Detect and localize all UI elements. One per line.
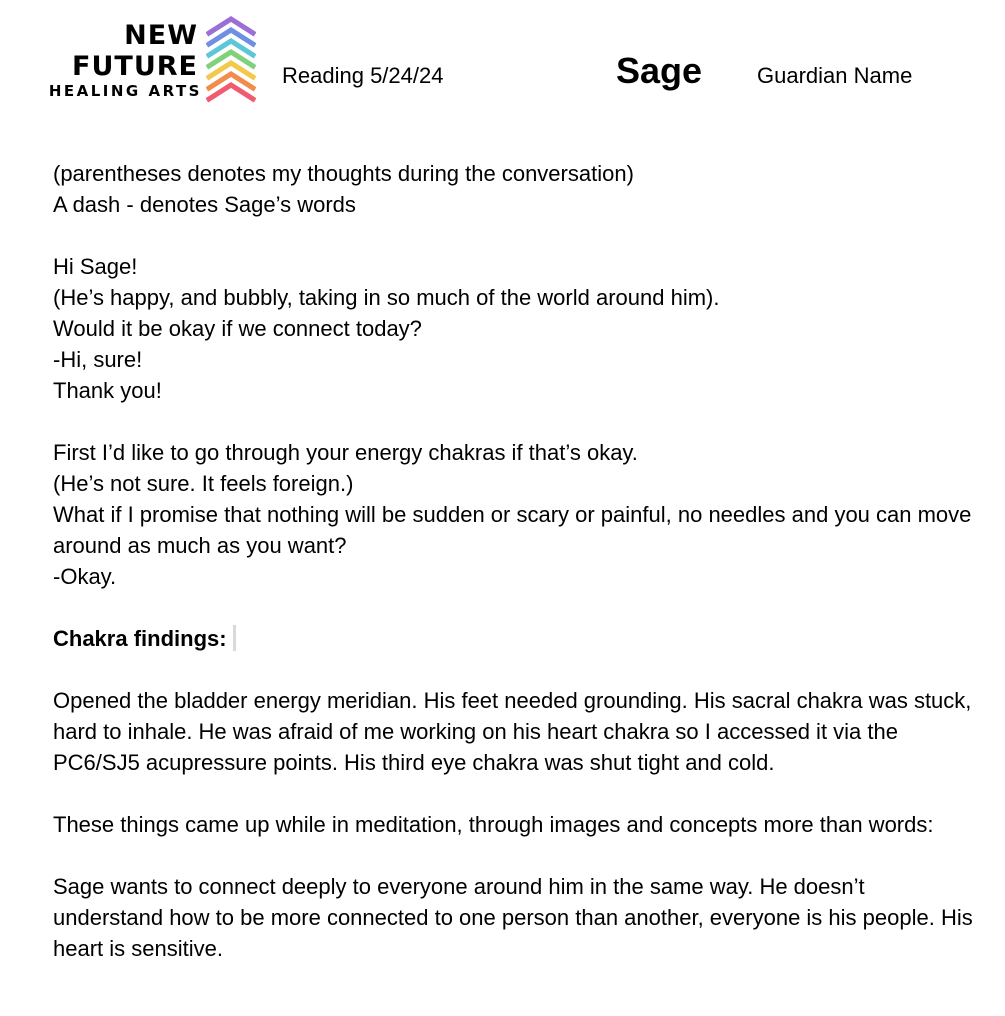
- logo-text-future: FUTURE: [72, 51, 198, 82]
- dialogue-line: (He’s not sure. It feels foreign.): [53, 471, 354, 496]
- dialogue-line: What if I promise that nothing will be sudden or scary or painful, no needles and you can move around as much as you want?: [53, 502, 972, 558]
- meditation-intro: These things came up while in meditation, through images and concepts more than words:: [53, 812, 934, 837]
- spacer: [53, 654, 973, 685]
- dialogue-line: First I’d like to go through your energy chakras if that’s okay.: [53, 440, 638, 465]
- reading-date: Reading 5/24/24: [282, 63, 444, 88]
- logo-text-healing-arts: HEALING ARTS: [48, 82, 202, 100]
- dialogue-line: -Hi, sure!: [53, 347, 143, 372]
- meditation-paragraph: Sage wants to connect deeply to everyone around him in the same way. He doesn’t understand how to be more connected to one person than another, everyone is his people. His heart is sensitive.: [53, 874, 973, 961]
- document-body: [53, 158, 973, 964]
- spacer: [53, 220, 973, 251]
- dialogue-line: Thank you!: [53, 378, 162, 403]
- client-name: Sage: [616, 50, 703, 91]
- guardian-name-label: Guardian Name: [757, 63, 913, 88]
- spacer: [53, 778, 973, 809]
- spacer: [53, 406, 973, 437]
- rainbow-chevron-icon: [206, 16, 256, 104]
- logo-text-new: NEW: [124, 20, 198, 51]
- dialogue-line: Would it be okay if we connect today?: [53, 316, 422, 341]
- company-logo: [20, 16, 260, 106]
- spacer: [53, 840, 973, 871]
- dialogue-line: (He’s happy, and bubbly, taking in so much of the world around him).: [53, 285, 720, 310]
- chakra-heading-row: [53, 623, 973, 654]
- spacer: [53, 592, 973, 623]
- dialogue-line: Hi Sage!: [53, 254, 138, 279]
- dialogue-line: -Okay.: [53, 564, 117, 589]
- document-header: [0, 0, 1005, 120]
- chakra-paragraph: Opened the bladder energy meridian. His feet needed grounding. His sacral chakra was stuck, hard to inhale. He was afraid of me working on his heart chakra so I accessed it via the PC6/SJ5 acupressure points. His third eye chakra was shut tight and cold.: [53, 688, 972, 775]
- text-cursor[interactable]: [233, 625, 236, 651]
- legend-dash: A dash - denotes Sage’s words: [53, 192, 356, 217]
- legend-parentheses: (parentheses denotes my thoughts during the conversation): [53, 161, 634, 186]
- chakra-heading: Chakra findings:: [53, 626, 227, 651]
